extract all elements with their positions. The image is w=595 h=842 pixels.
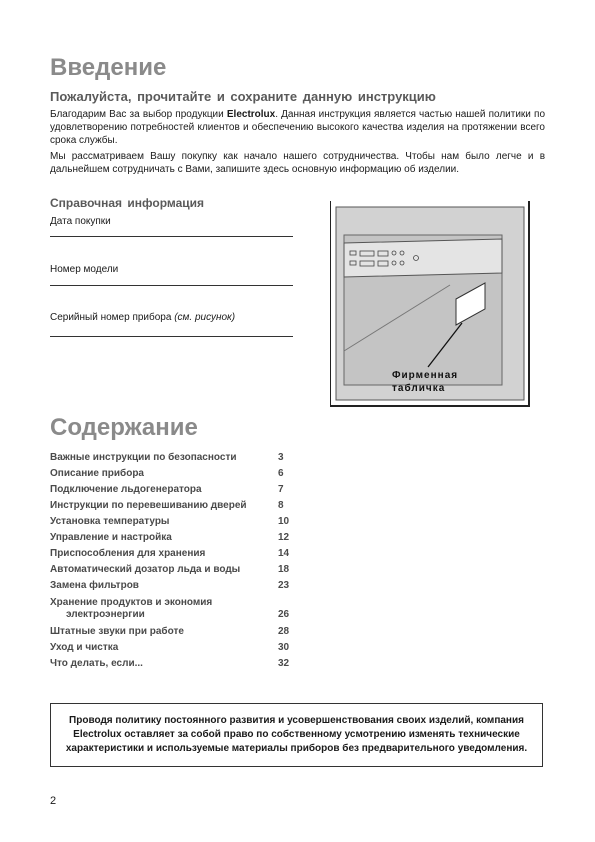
toc-item-label-continued: электроэнергии: [66, 609, 145, 620]
toc-item-page: 26: [278, 609, 290, 620]
toc-item-page: 10: [278, 516, 290, 527]
intro-paragraph-1-end: . Данная инструкция является частью нашей политики по удовлетворению потребностей клиентов и обеспечению высокого качества изделия на протяжении всего срока службы.: [50, 109, 546, 146]
toc-item-page: 23: [278, 580, 290, 591]
notice-box: [50, 703, 543, 767]
rating-plate-label-line-1: Фирменная: [392, 370, 459, 381]
serial-number-note: (см. рисунок): [174, 312, 236, 323]
toc-item-label: Описание прибора: [50, 468, 144, 479]
intro-title: Введение: [50, 54, 167, 81]
toc-item-label: Инструкции по перевешиванию дверей: [50, 500, 247, 511]
toc-item-page: 28: [278, 626, 290, 637]
serial-number-line[interactable]: [50, 336, 293, 337]
toc-item-page: 32: [278, 658, 290, 669]
toc-item-label: Установка температуры: [50, 516, 170, 527]
rating-plate-figure: [330, 201, 530, 407]
toc-item-label: Важные инструкции по безопасности: [50, 452, 237, 463]
notice-text: Проводя политику постоянного развития и усовершенствования своих изделий, компания Electrolux оставляет за собой право по собственному усмотрению изменять технические характеристики и используемые материалы приборов без предварительного уведомления.: [65, 715, 528, 754]
serial-number-label: [50, 312, 235, 323]
page-number: 2: [50, 795, 57, 807]
toc-item-label: Автоматический дозатор льда и воды: [50, 564, 241, 575]
control-panel: [344, 239, 502, 277]
toc-item-label: Замена фильтров: [50, 580, 139, 591]
toc-item-label: Что делать, если...: [50, 658, 143, 669]
toc-item-page: 18: [278, 564, 290, 575]
purchase-date-line[interactable]: [50, 236, 293, 237]
purchase-date-label: Дата покупки: [50, 216, 111, 227]
serial-number-text: Серийный номер прибора: [50, 312, 172, 323]
toc-item-label: Управление и настройка: [50, 532, 172, 543]
intro-paragraph-1: [50, 108, 545, 147]
toc-item-label: Приспособления для хранения: [50, 548, 206, 559]
toc-item-label: Уход и чистка: [50, 642, 119, 653]
toc-item-label: Подключение льдогенератора: [50, 484, 202, 495]
toc-item-page: 30: [278, 642, 290, 653]
toc-item-label: Хранение продуктов и экономия: [50, 597, 213, 608]
intro-paragraph-2: Мы рассматриваем Вашу покупку как начало нашего сотрудничества. Чтобы нам было легче и в дальнейшем сотрудничать с Вами, запишите здесь основную информацию об изделии.: [50, 151, 545, 175]
contents-title: Содержание: [50, 414, 198, 441]
intro-subtitle: Пожалуйста, прочитайте и сохраните данную инструкцию: [50, 89, 436, 104]
toc-item-page: 14: [278, 548, 290, 559]
intro-paragraph-1-start: Благодарим Вас за выбор продукции: [50, 109, 227, 120]
brand-name: Electrolux: [226, 109, 276, 120]
model-number-label: Номер модели: [50, 264, 119, 275]
reference-title: Справочная информация: [50, 196, 205, 210]
rating-plate-label-line-2: табличка: [392, 383, 446, 394]
toc-item-page: 8: [278, 500, 284, 511]
toc-item-label: Штатные звуки при работе: [50, 626, 184, 637]
toc-item-page: 7: [278, 484, 284, 495]
toc-item-page: 12: [278, 532, 290, 543]
toc-item-page: 3: [278, 452, 284, 463]
toc-item-page: 6: [278, 468, 284, 479]
model-number-line[interactable]: [50, 285, 293, 286]
toc-item[interactable]: [50, 597, 300, 623]
